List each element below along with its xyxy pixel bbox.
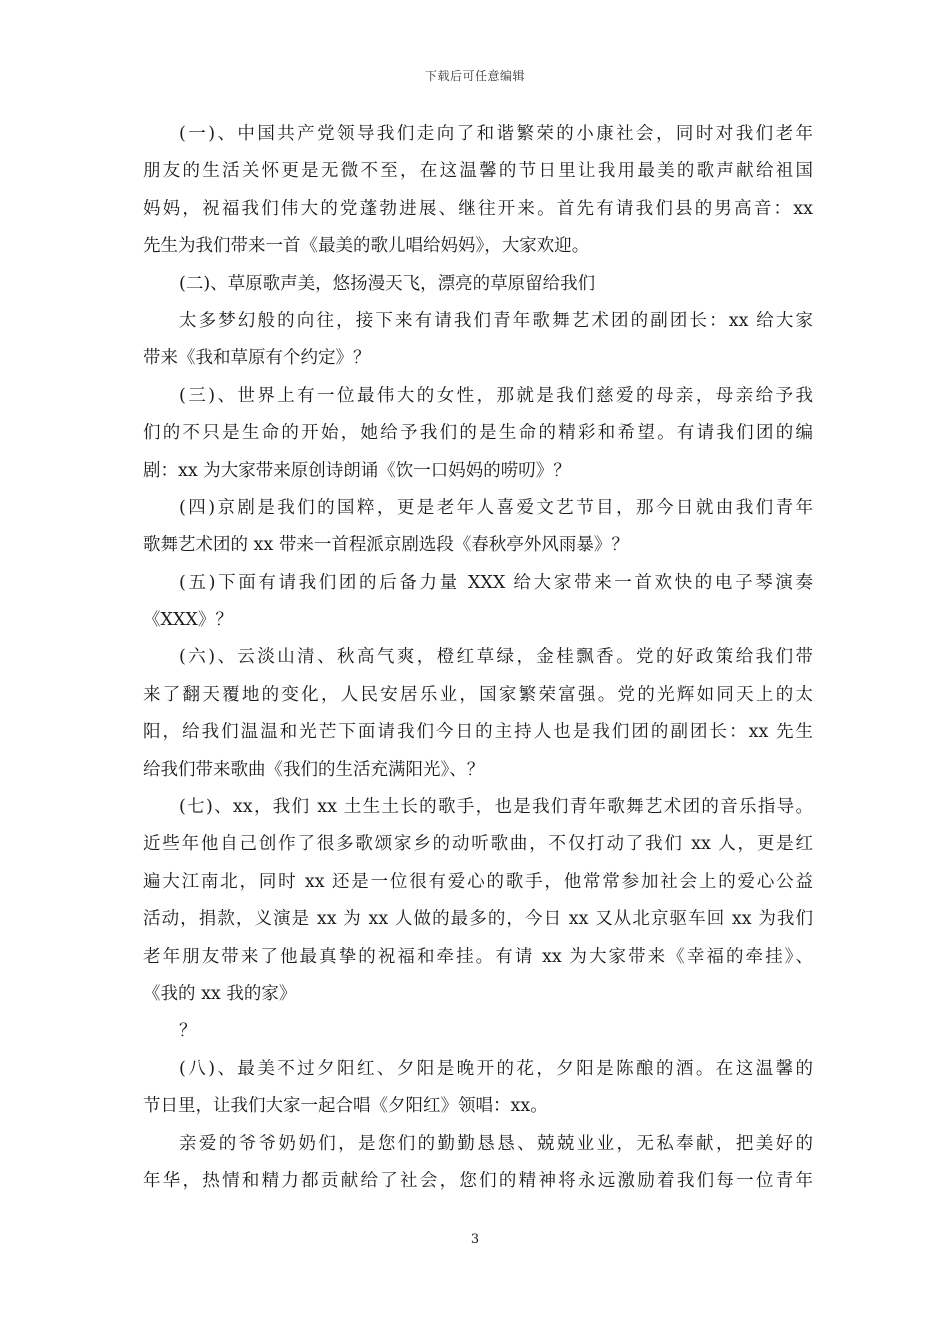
text-line: 来了翻天覆地的变化，人民安居乐业，国家繁荣富强。党的光辉如同天上的太 (143, 684, 813, 705)
text-line: 活动，捐款，义演是 xx 为 xx 人做的最多的，今日 xx 又从北京驱车回 xx 为我们 (143, 909, 813, 930)
text-line: 们的不只是生命的开始，她给予我们的是生命的精彩和希望。有请我们团的编 (143, 423, 813, 444)
text-line: 朋友的生活关怀更是无微不至，在这温馨的节日里让我用最美的歌声献给祖国 (143, 161, 813, 182)
text-line: 亲爱的爷爷奶奶们，是您们的勤勤恳恳、兢兢业业，无私奉献，把美好的 (179, 1133, 813, 1154)
text-line: 节日里，让我们大家一起合唱《夕阳红》领唱：xx。 (143, 1096, 548, 1117)
text-line: (四)京剧是我们的国粹，更是老年人喜爱文艺节目，那今日就由我们青年 (179, 497, 813, 518)
text-line: (一)、中国共产党领导我们走向了和谐繁荣的小康社会，同时对我们老年 (179, 124, 813, 144)
text-line: 近些年他自己创作了很多歌颂家乡的动听歌曲，不仅打动了我们 xx 人，更是红 (143, 834, 813, 855)
text-line: (三)、世界上有一位最伟大的女性，那就是我们慈爱的母亲，母亲给予我 (179, 385, 813, 406)
text-line: 歌舞艺术团的 xx 带来一首程派京剧选段《春秋亭外风雨暴》？ (143, 535, 629, 556)
text-line: 《XXX》？ (143, 610, 233, 631)
text-line: 先生为我们带来一首《最美的歌儿唱给妈妈》，大家欢迎。 (143, 236, 590, 257)
text-line: (八)、最美不过夕阳红、夕阳是晚开的花，夕阳是陈酿的酒。在这温馨的 (179, 1058, 813, 1079)
text-line: (七)、xx，我们 xx 土生土长的歌手，也是我们青年歌舞艺术团的音乐指导。 (179, 797, 813, 818)
text-line: 阳，给我们温温和光芒下面请我们今日的主持人也是我们团的副团长：xx 先生 (143, 722, 813, 743)
text-line: ？ (179, 1021, 197, 1042)
text-line: 老年朋友带来了他最真挚的祝福和牵挂。有请 xx 为大家带来《幸福的牵挂》、 (143, 946, 813, 967)
page-number: 3 (470, 1232, 480, 1247)
text-line: 给我们带来歌曲《我们的生活充满阳光》、？ (143, 759, 485, 780)
text-line: 带来《我和草原有个约定》？ (143, 348, 371, 369)
text-line: (五)下面有请我们团的后备力量 XXX 给大家带来一首欢快的电子琴演奏 (179, 572, 813, 593)
text-line: (六)、云淡山清、秋高气爽，橙红草绿，金桂飘香。党的好政策给我们带 (179, 647, 813, 668)
text-line: 太多梦幻般的向往，接下来有请我们青年歌舞艺术团的副团长：xx 给大家 (179, 310, 813, 331)
page-header: 下载后可任意编辑 (424, 69, 525, 83)
text-line: 《我的 xx 我的家》 (143, 983, 297, 1004)
text-line: (二)、草原歌声美，悠扬漫天飞，漂亮的草原留给我们 (179, 273, 596, 294)
text-line: 遍大江南北，同时 xx 还是一位很有爱心的歌手，他常常参加社会上的爱心公益 (143, 871, 813, 892)
document-body (143, 116, 813, 1200)
text-line: 妈妈，祝福我们伟大的党蓬勃进展、继往开来。首先有请我们县的男高音：xx (143, 198, 813, 219)
text-line: 年华，热情和精力都贡献给了社会，您们的精神将永远激励着我们每一位青年 (143, 1170, 813, 1191)
text-line: 剧：xx 为大家带来原创诗朗诵《饮一口妈妈的唠叨》？ (143, 460, 571, 481)
